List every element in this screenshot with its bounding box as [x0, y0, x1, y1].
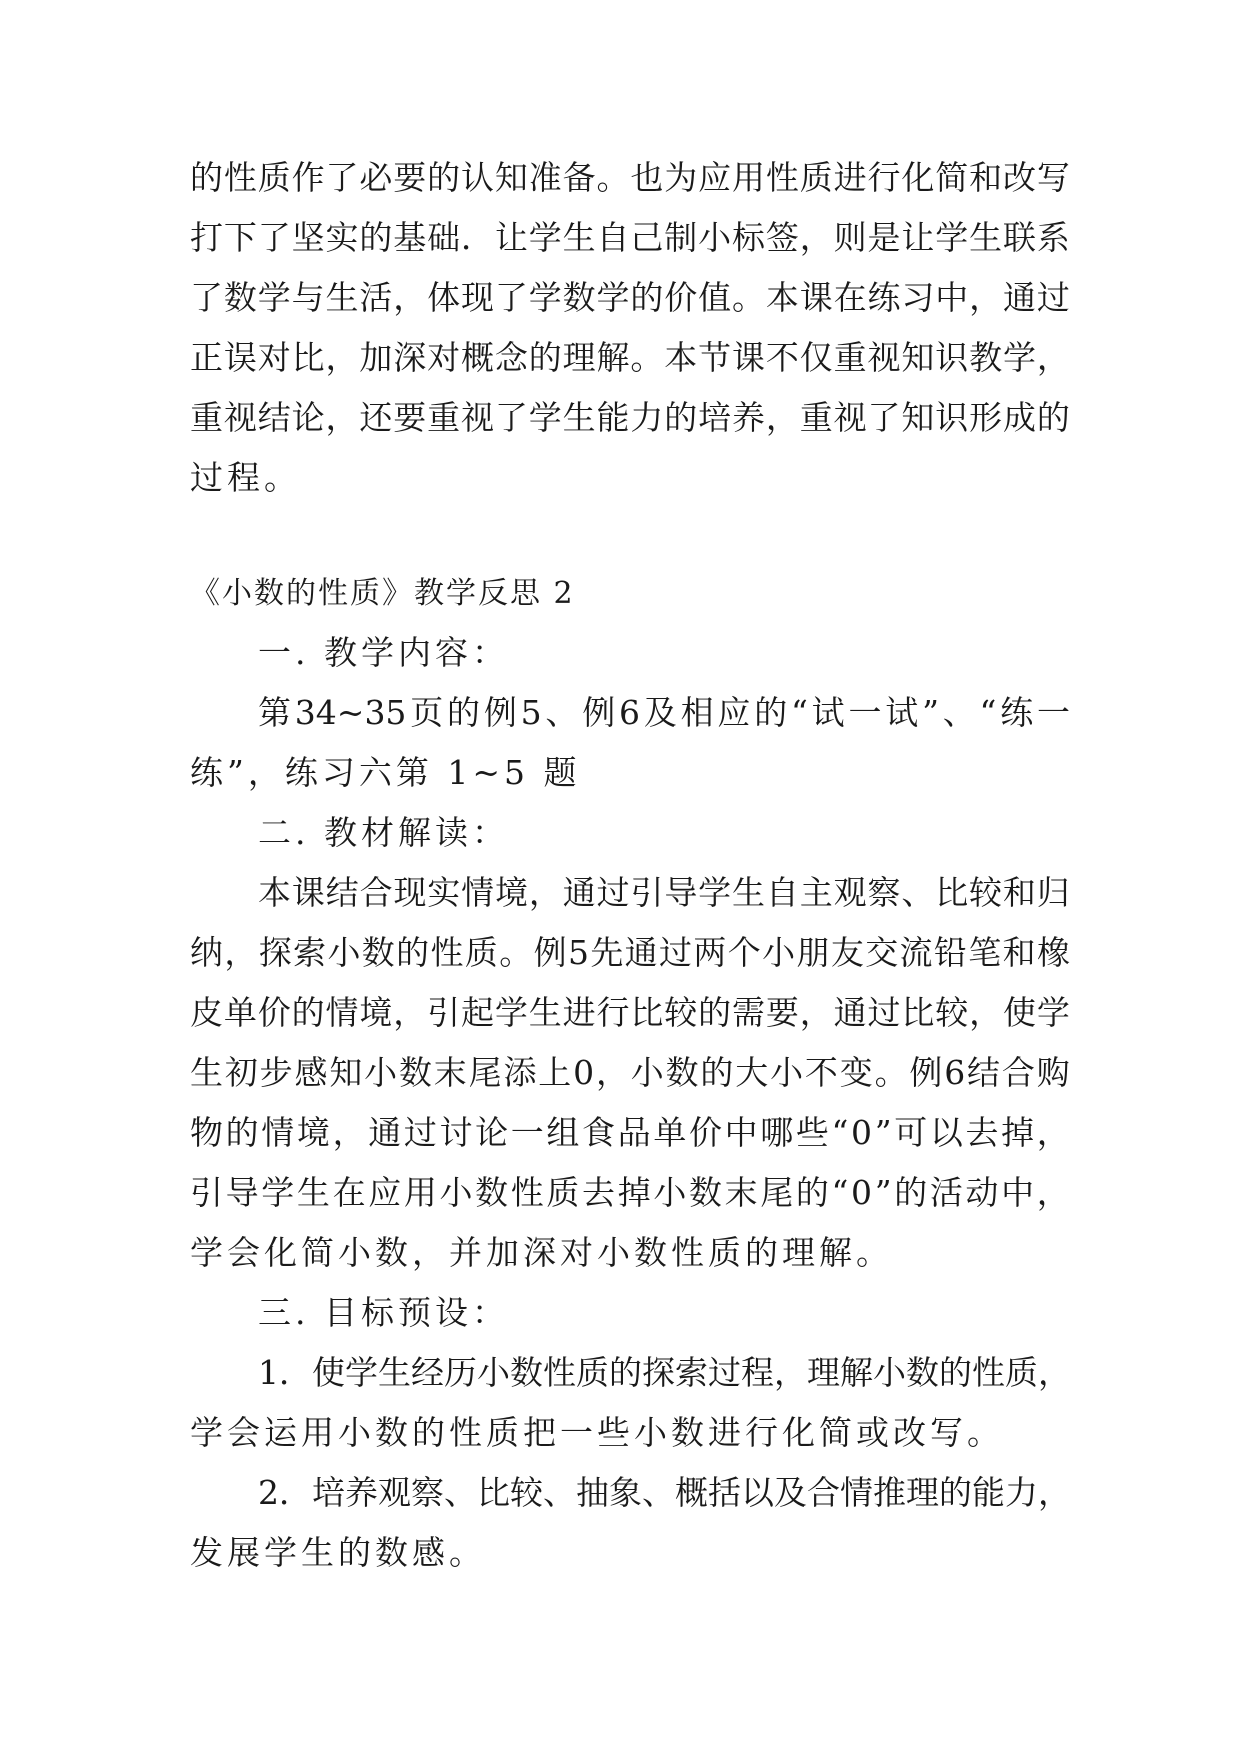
paragraph-line: 引 导 学 生 在 应 用 小 数 性 质 去 掉 小 数 末 尾 的 “ 0 ” 的 活 动 中 ， — [190, 1173, 1070, 1212]
heading-teaching-content: 一. 教学内容： — [258, 633, 509, 672]
paragraph-line: 2 ． 培 养 观 察 、 比 较 、 抽 象 、 概 括 以 及 合 情 推 理 的 能 力 ， — [258, 1473, 1071, 1512]
section-title: 《小数的性质》教学反思 2 — [190, 576, 575, 611]
paragraph-line: 练”，练习六第 1~5 题 — [190, 753, 581, 792]
paragraph-line: 第 34~35 页 的 例 5 、 例 6 及 相 应 的 “ 试 一 试 ” 、 “ 练 一 — [258, 693, 1070, 732]
paragraph-line: 1 ． 使 学 生 经 历 小 数 性 质 的 探 索 过 程 ， 理 解 小 数 的 性 质 ， — [258, 1353, 1071, 1392]
paragraph-line: 重 视 结 论 ， 还 要 重 视 了 学 生 能 力 的 培 养 ， 重 视 了 知 识 形 成 的 — [190, 398, 1070, 437]
paragraph-line: 过程。 — [190, 458, 301, 497]
paragraph-line: 物 的 情 境 ， 通 过 讨 论 一 组 食 品 单 价 中 哪 些 “ 0 ” 可 以 去 掉 ， — [190, 1113, 1070, 1152]
paragraph-line: 的 性 质 作 了 必 要 的 认 知 准 备 。 也 为 应 用 性 质 进 行 化 简 和 改 写 — [190, 158, 1070, 197]
paragraph-line: 皮 单 价 的 情 境 ， 引 起 学 生 进 行 比 较 的 需 要 ， 通 过 比 较 ， 使 学 — [190, 993, 1070, 1032]
paragraph-line: 正 误 对 比 ， 加 深 对 概 念 的 理 解 。 本 节 课 不 仅 重 视 知 识 教 学 ， — [190, 338, 1070, 377]
paragraph-line: 本 课 结 合 现 实 情 境 ， 通 过 引 导 学 生 自 主 观 察 、 比 较 和 归 — [258, 873, 1070, 912]
paragraph-line: 打 下 了 坚 实 的 基 础 ． 让 学 生 自 己 制 小 标 签 ， 则 是 让 学 生 联 系 — [190, 218, 1070, 257]
paragraph-line: 了 数 学 与 生 活 ， 体 现 了 学 数 学 的 价 值 。 本 课 在 练 习 中 ， 通 过 — [190, 278, 1070, 317]
paragraph-line: 生 初 步 感 知 小 数 末 尾 添 上 0 ， 小 数 的 大 小 不 变 。 例 6 结 合 购 — [190, 1053, 1070, 1092]
paragraph-line: 纳 ， 探 索 小 数 的 性 质 。 例 5 先 通 过 两 个 小 朋 友 交 流 铅 笔 和 橡 — [190, 933, 1070, 972]
paragraph-line: 发展学生的数感。 — [190, 1533, 486, 1572]
paragraph-line: 学会化简小数，并加深对小数性质的理解。 — [190, 1233, 893, 1272]
heading-goal-presets: 三. 目标预设： — [258, 1293, 509, 1332]
paragraph-line: 学会运用小数的性质把一些小数进行化简或改写。 — [190, 1413, 1004, 1452]
heading-textbook-reading: 二. 教材解读： — [258, 813, 509, 852]
